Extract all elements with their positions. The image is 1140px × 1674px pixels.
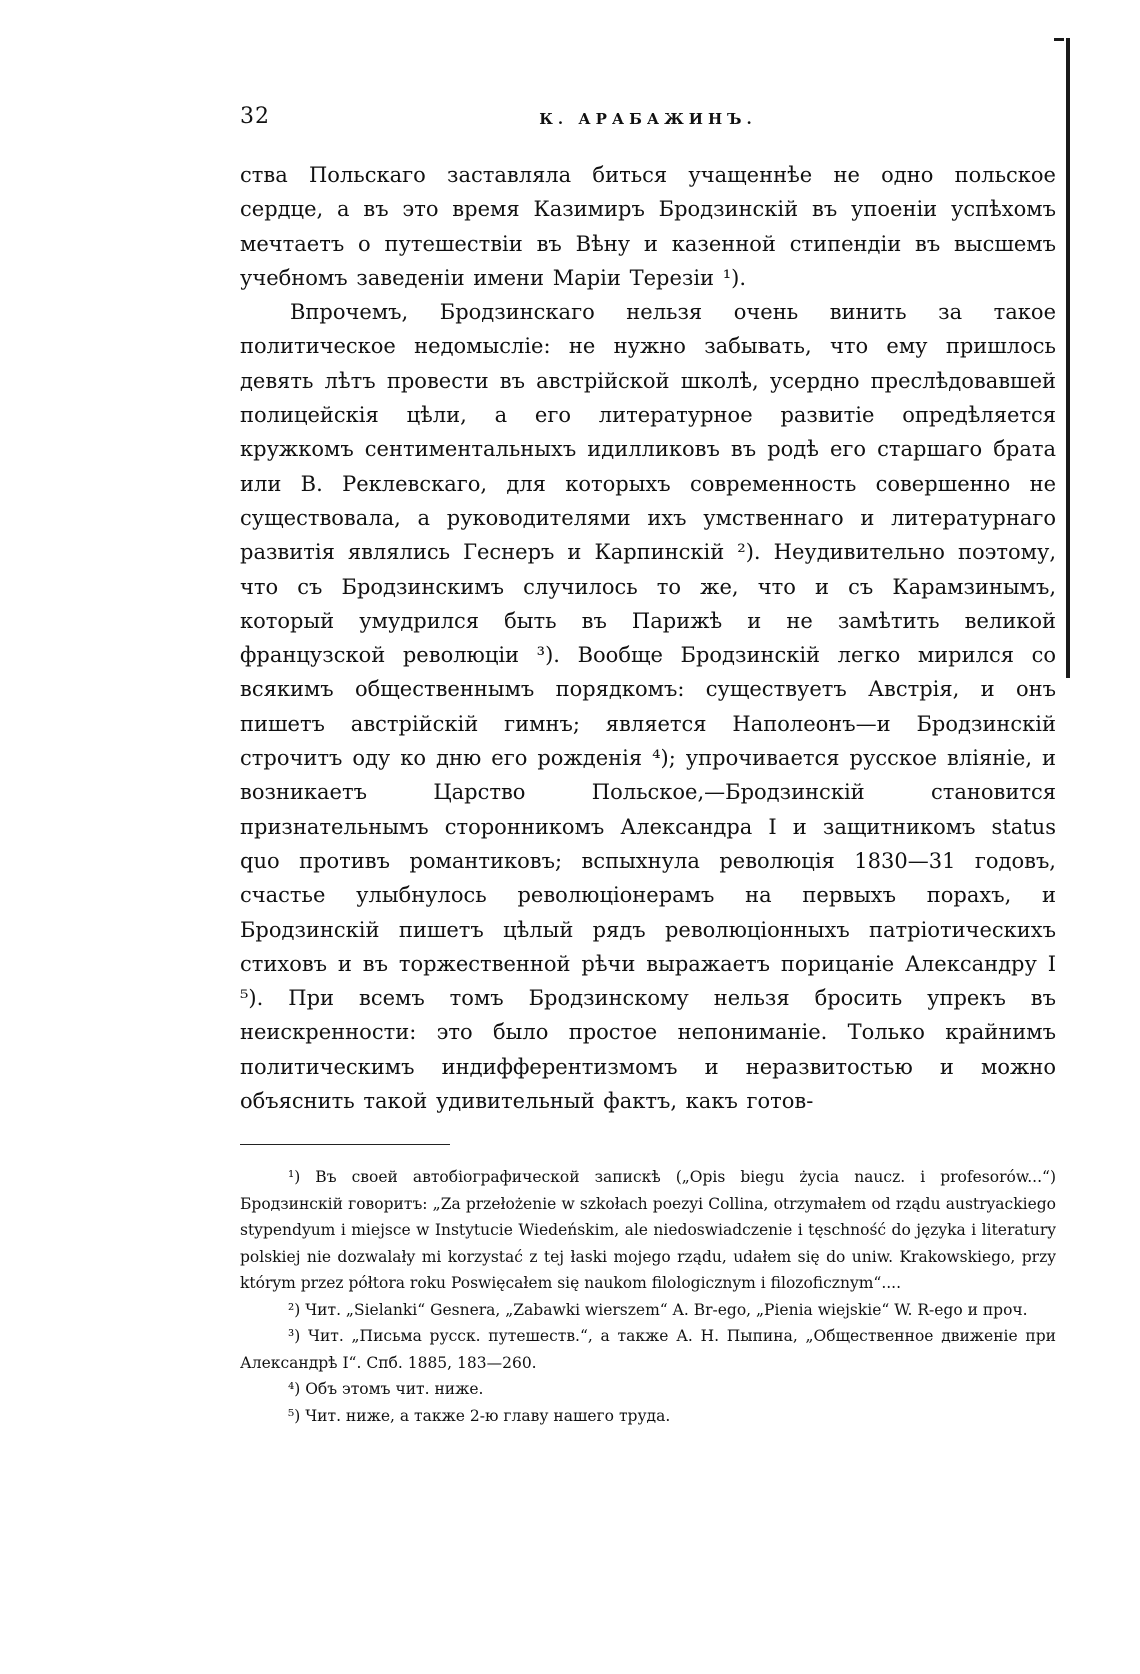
main-text — [240, 158, 1056, 1118]
running-head: К. АРАБАЖИНЪ. — [539, 110, 757, 128]
footnote-5: ⁵) Чит. ниже, а также 2-ю главу нашего труда. — [288, 1406, 671, 1425]
scan-edge-tick — [1054, 38, 1064, 41]
footnote-2: ²) Чит. „Sielanki“ Gesnera, „Zabawki wierszem“ A. Br-ego, „Pienia wiejskie“ W. R-ego и проч. — [288, 1300, 1028, 1319]
paragraph: Впрочемъ, Бродзинскаго нельзя очень винить за такое политическое недомысліе: не нужно забывать, что ему пришлось девять лѣтъ провести въ австрійской школѣ, усердно преслѣдовавшей полицейскія цѣли, а его литературное развитіе опредѣляется кружкомъ сентиментальныхъ идилликовъ въ родѣ его старшаго брата или В. Реклевскаго, для которыхъ современность совершенно не существовала, а руководителями ихъ умственнаго и литературнаго развитія являлись Геснеръ и Карпинскій ²). Неудивительно поэтому, что съ Бродзинскимъ случилось то же, что и съ Карамзинымъ, который умудрился быть въ Парижѣ и не замѣтить великой французской революціи ³). Вообще Бродзинскій легко мирился со всякимъ общественнымъ порядкомъ: существуетъ Австрія, и онъ пишетъ австрійскій гимнъ; является Наполеонъ—и Бродзинскій строчитъ оду ко дню его рожденія ⁴); упрочивается русское вліяніе, и возникаетъ Царство Польское,—Бродзинскій становится признательнымъ сторонникомъ Александра I и защитникомъ status quo противъ романтиковъ; вспыхнула революція 1830—31 годовъ, счастье улыбнулось революціонерамъ на первыхъ порахъ, и Бродзинскій пишетъ цѣлый рядъ революціонныхъ патріотическихъ стиховъ и въ торжественной рѣчи выражаетъ порицаніе Александру I ⁵). При всемъ томъ Бродзинскому нельзя бросить упрекъ въ неискренности: это было простое непониманіе. Только крайнимъ политическимъ индифферентизмомъ и неразвитостью и можно объяснить такой удивительный фактъ, какъ готов- — [240, 300, 1056, 1114]
footnote-divider — [240, 1144, 450, 1145]
paragraph-continuation: ства Польскаго заставляла биться учащеннѣе не одно польское сердце, а въ это время Казимиръ Бродзинскій въ упоеніи успѣхомъ мечтаетъ о путешествіи въ Вѣну и казенной стипендіи въ высшемъ учебномъ заведеніи имени Маріи Терезіи ¹). — [240, 163, 1056, 290]
page-number: 32 — [240, 104, 270, 129]
footnote-3: ³) Чит. „Письма русск. путешеств.“, а также А. Н. Пыпина, „Общественное движеніе при Александрѣ I“. Спб. 1885, 183—260. — [240, 1327, 1056, 1372]
footnote-1: ¹) Въ своей автобіографической запискѣ („Opis biegu życia naucz. i profesorów...“) Бродзинскій говоритъ: „Za przełożenie w szkołach poezyi Collina, otrzymałem od rządu austryackiego stypendyum i miejsce w Instytucie Wiedeńskim, ale niedoswiadczenie i tęschność do języka i literatury polskiej nie dozwalały mi korzystać z tej łaski mojego rządu, udałem się do uniw. Krakowskiego, przy którym przez półtora roku Poswięcałem się naukom filologicznym i filozoficznym“.... — [240, 1168, 1056, 1292]
scan-edge-mark — [1066, 38, 1070, 678]
page-header — [240, 104, 1056, 138]
footnotes — [240, 1164, 1056, 1429]
footnote-4: ⁴) Объ этомъ чит. ниже. — [288, 1380, 484, 1398]
